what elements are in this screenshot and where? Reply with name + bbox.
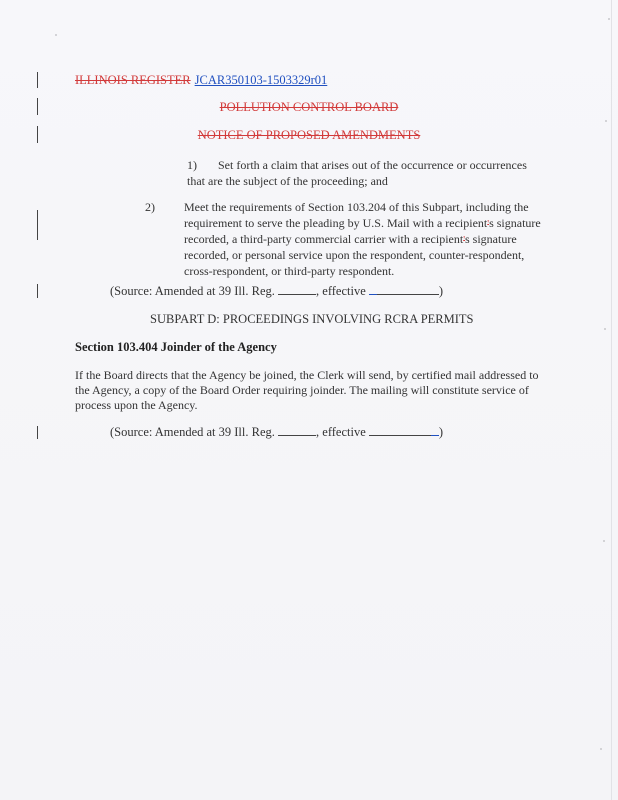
source2-prefix: (Source: Amended at 39 Ill. Reg. (110, 425, 275, 439)
effective-blank-inserted (431, 425, 439, 436)
item1-line1: Set forth a claim that arises out of the occurrence or occurrences (218, 158, 527, 172)
subpart-heading: SUBPART D: PROCEEDINGS INVOLVING RCRA PERMITS (150, 312, 474, 326)
source1-prefix: (Source: Amended at 39 Ill. Reg. (110, 284, 275, 298)
change-bar (37, 210, 38, 240)
change-bar (37, 426, 38, 439)
item2-line2 (184, 216, 541, 233)
item2-line4: recorded, or personal service upon the respondent, counter-respondent, (184, 248, 525, 262)
source2-suffix: ) (438, 425, 444, 439)
scan-speck (608, 18, 610, 20)
item2-line3-text: recorded, a third-party commercial carrier with a recipient (184, 232, 464, 246)
section-para-line3: process upon the Agency. (75, 398, 198, 412)
reg-blank (278, 284, 316, 295)
source1-suffix: ) (438, 284, 444, 298)
source1-mid: , effective (316, 284, 366, 298)
board-title (0, 100, 618, 115)
effective-blank (369, 425, 431, 436)
source2-mid: , effective (316, 425, 366, 439)
item2-line5: cross-respondent, or third-party respondent. (184, 264, 395, 278)
register-deleted-text: ILLINOIS REGISTER (75, 73, 191, 87)
board-title-text: POLLUTION CONTROL BOARD (219, 100, 399, 114)
page-edge (611, 0, 612, 800)
section-para-line2: the Agency, a copy of the Board Order requiring joinder. The mailing will constitute service of (75, 383, 529, 397)
reg-blank (278, 425, 316, 436)
register-inserted-text: JCAR350103-1503329r01 (194, 73, 328, 87)
item1-line2: that are the subject of the proceeding; and (187, 174, 388, 188)
scan-speck (603, 540, 605, 542)
notice-title-text: NOTICE OF PROPOSED AMENDMENTS (197, 128, 421, 142)
deleted-apostrophe: ' (487, 219, 490, 230)
scan-speck (604, 328, 606, 330)
item2-line2-tail: s signature (489, 216, 541, 230)
scan-speck (55, 34, 57, 36)
item2-number: 2) (145, 200, 155, 214)
change-bar (37, 284, 38, 298)
source-note-2 (110, 425, 443, 441)
section-para-line1: If the Board directs that the Agency be joined, the Clerk will send, by certified mail addressed to (75, 368, 539, 382)
register-header (75, 73, 327, 88)
scan-speck (600, 748, 602, 750)
item1-number: 1) (187, 158, 197, 172)
scan-speck (605, 120, 607, 122)
item2-line3 (184, 232, 517, 249)
notice-title (0, 128, 618, 143)
source-note-1 (110, 284, 443, 300)
effective-blank (377, 284, 439, 295)
deleted-apostrophe: ' (463, 235, 465, 246)
item2-line2-text: requirement to serve the pleading by U.S. Mail with a recipient (184, 216, 488, 230)
effective-blank-inserted (369, 284, 377, 295)
item2-line1: Meet the requirements of Section 103.204 of this Subpart, including the (184, 200, 529, 214)
section-heading: Section 103.404 Joinder of the Agency (75, 340, 277, 354)
item2-line3-tail: s signature (465, 232, 517, 246)
change-bar (37, 72, 38, 88)
